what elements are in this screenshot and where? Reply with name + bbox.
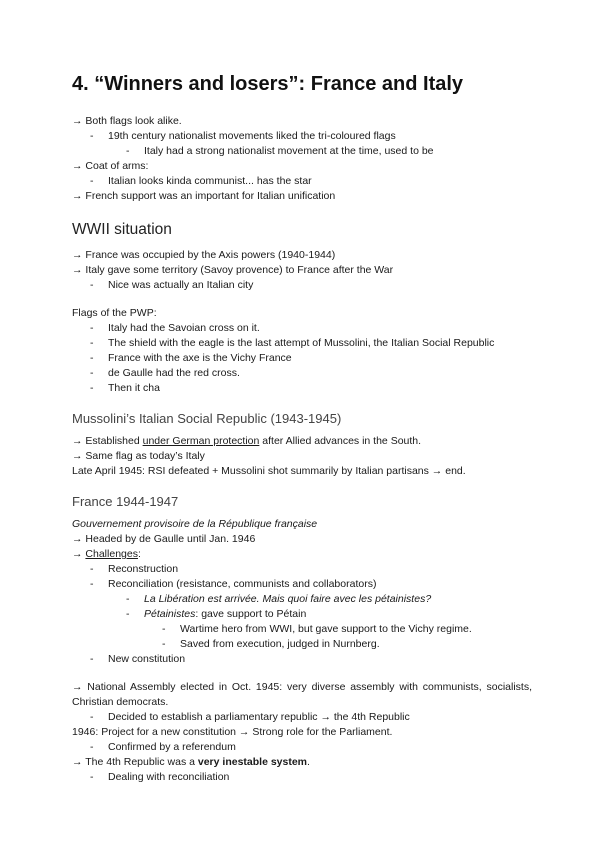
text-line: → Italy gave some territory (Savoy provence) to France after the War (72, 264, 394, 276)
list-item: - France with the axe is the Vichy France (90, 352, 292, 364)
list-item: - The shield with the eagle is the last attempt of Mussolini, the Italian Social Republic (90, 337, 495, 349)
government-name: Gouvernement provisoire de la République française (72, 518, 318, 530)
text-paragraph: → National Assembly elected in Oct. 1945: very diverse assembly with communists, socialists, Christian democrats. (72, 681, 532, 708)
document-page (72, 70, 532, 785)
text-line: 1946: Project for a new constitution → Strong role for the Parliament. (72, 726, 393, 738)
text-line: Late April 1945: RSI defeated + Mussolini shot summarily by Italian partisans → end. (72, 465, 466, 477)
section-heading-france: France 1944-1947 (72, 494, 179, 509)
list-item: - Reconciliation (resistance, communists and collaborators) (90, 578, 377, 590)
flags-label: Flags of the PWP: (72, 307, 157, 319)
list-item: - 19th century nationalist movements liked the tri-coloured flags (90, 130, 396, 142)
list-item: - Italy had the Savoian cross on it. (90, 322, 260, 334)
list-item: - La Libération est arrivée. Mais quoi faire avec les pétainistes? (126, 593, 432, 605)
list-item: - Decided to establish a parliamentary republic → the 4th Republic (90, 711, 410, 723)
list-item: - Pétainistes: gave support to Pétain (126, 608, 307, 620)
text-line: → Established under German protection after Allied advances in the South. (72, 435, 422, 447)
section-heading-wwii: WWII situation (72, 221, 172, 238)
text-line: → The 4th Republic was a very inestable system. (72, 756, 310, 768)
list-item: - Italian looks kinda communist... has the star (90, 175, 312, 187)
text-line: → France was occupied by the Axis powers (1940-1944) (72, 249, 336, 261)
text-line: → Headed by de Gaulle until Jan. 1946 (72, 533, 256, 545)
list-item: - Saved from execution, judged in Nurnberg. (162, 638, 380, 650)
page-title: 4. “Winners and losers”: France and Italy (72, 73, 464, 95)
list-item: - Italy had a strong nationalist movement at the time, used to be (126, 145, 434, 157)
intro-line-coat-of-arms: → Coat of arms: (72, 160, 149, 172)
list-item: - Dealing with reconciliation (90, 771, 230, 783)
list-item: - Then it cha (90, 382, 160, 394)
list-item: - Wartime hero from WWI, but gave support to the Vichy regime. (162, 623, 472, 635)
list-item: - de Gaulle had the red cross. (90, 367, 240, 379)
list-item: - Nice was actually an Italian city (90, 279, 254, 291)
text-line: → Same flag as today’s Italy (72, 450, 205, 462)
list-item: - Confirmed by a referendum (90, 741, 236, 753)
text-line: → Challenges: (72, 548, 141, 560)
section-heading-rsi: Mussolini’s Italian Social Republic (1943-1945) (72, 411, 342, 426)
list-item: - Reconstruction (90, 563, 179, 575)
intro-line-french-support: → French support was an important for Italian unification (72, 190, 336, 202)
list-item: - New constitution (90, 653, 186, 665)
intro-line-flags: → Both flags look alike. (72, 115, 182, 127)
